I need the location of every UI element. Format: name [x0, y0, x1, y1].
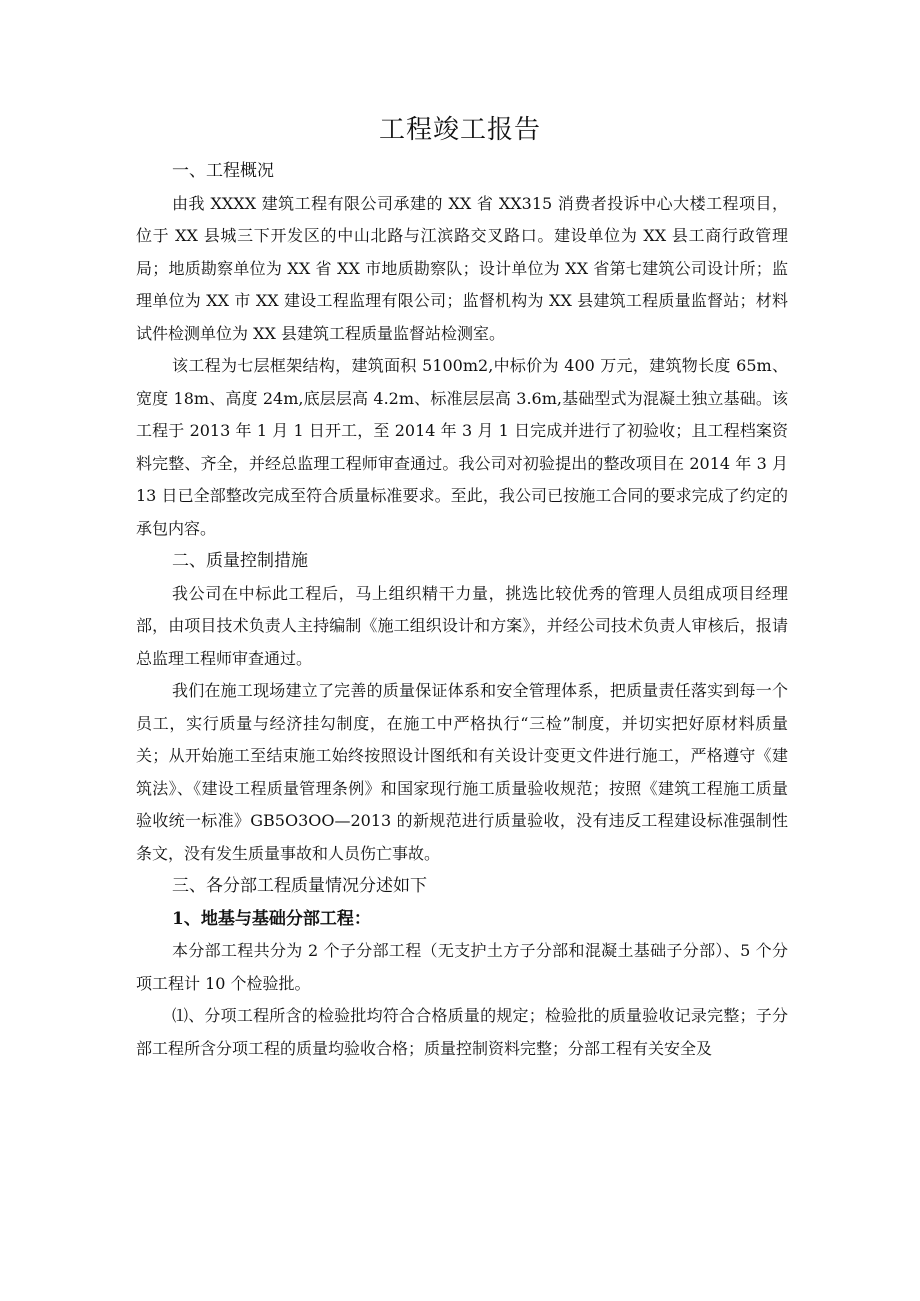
paragraph-overview-structure: 该工程为七层框架结构，建筑面积 5100m2,中标价为 400 万元，建筑物长度 65m、宽度 18m、高度 24m,底层层高 4.2m、标准层层高 3.6m,基础型式为混凝土独立基础。该工程于 2013 年 1 月 1 日开工，至 2014 年 3 月 1 日完成并进行了初验收；且工程档案资料完整、齐全，并经总监理工程师审查通过。我公司对初验提出的整改项目在 2014 年 3 月 13 日已全部整改完成至符合质量标准要求。至此，我公司已按施工合同的要求完成了约定的承包内容。: [136, 356, 788, 538]
paragraph-overview-parties: 由我 XXXX 建筑工程有限公司承建的 XX 省 XX315 消费者投诉中心大楼工程项目，位于 XX 县城三下开发区的中山北路与江滨路交叉路口。建设单位为 XX 县工商行政管理局；地质勘察单位为 XX 省 XX 市地质勘察队；设计单位为 XX 省第七建筑公司设计所；监理单位为 XX 市 XX 建设工程监理有限公司；监督机构为 XX 县建筑工程质量监督站；材料试件检测单位为 XX 县建筑工程质量监督站检测室。: [136, 193, 788, 343]
section-heading-overview: 一、工程概况: [172, 161, 274, 181]
paragraph-quality-organization: 我公司在中标此工程后，马上组织精干力量，挑选比较优秀的管理人员组成项目经理部，由项目技术负责人主持编制《施工组织设计和方案》，并经公司技术负责人审核后，报请总监理工程师审查通过。: [136, 583, 788, 668]
paragraph-foundation-item-1: ⑴、分项工程所含的检验批均符合合格质量的规定；检验批的质量验收记录完整；子分部工程所含分项工程的质量均验收合格；质量控制资料完整；分部工程有关安全及: [136, 1006, 788, 1058]
document-title: 工程竣工报告: [378, 115, 541, 145]
section-heading-subdivisions: 三、各分部工程质量情况分述如下: [172, 876, 427, 896]
subsection-heading-foundation: 1、地基与基础分部工程：: [172, 908, 371, 929]
paragraph-quality-system: 我们在施工现场建立了完善的质量保证体系和安全管理体系，把质量责任落实到每一个员工，实行质量与经济挂勾制度，在施工中严格执行“三检”制度，并切实把好原材料质量关；从开始施工至结束施工始终按照设计图纸和有关设计变更文件进行施工，严格遵守《建筑法》、《建设工程质量管理条例》和国家现行施工质量验收规范；按照《建筑工程施工质量验收统一标准》GB5O3OO—2013 的新规范进行质量验收，没有违反工程建设标准强制性条文，没有发生质量事故和人员伤亡事故。: [136, 681, 788, 863]
section-heading-quality-control: 二、质量控制措施: [172, 551, 308, 571]
document-body: [136, 155, 788, 1065]
paragraph-foundation-summary: 本分部工程共分为 2 个子分部工程（无支护土方子分部和混凝土基础子分部）、5 个分项工程计 10 个检验批。: [136, 941, 788, 993]
